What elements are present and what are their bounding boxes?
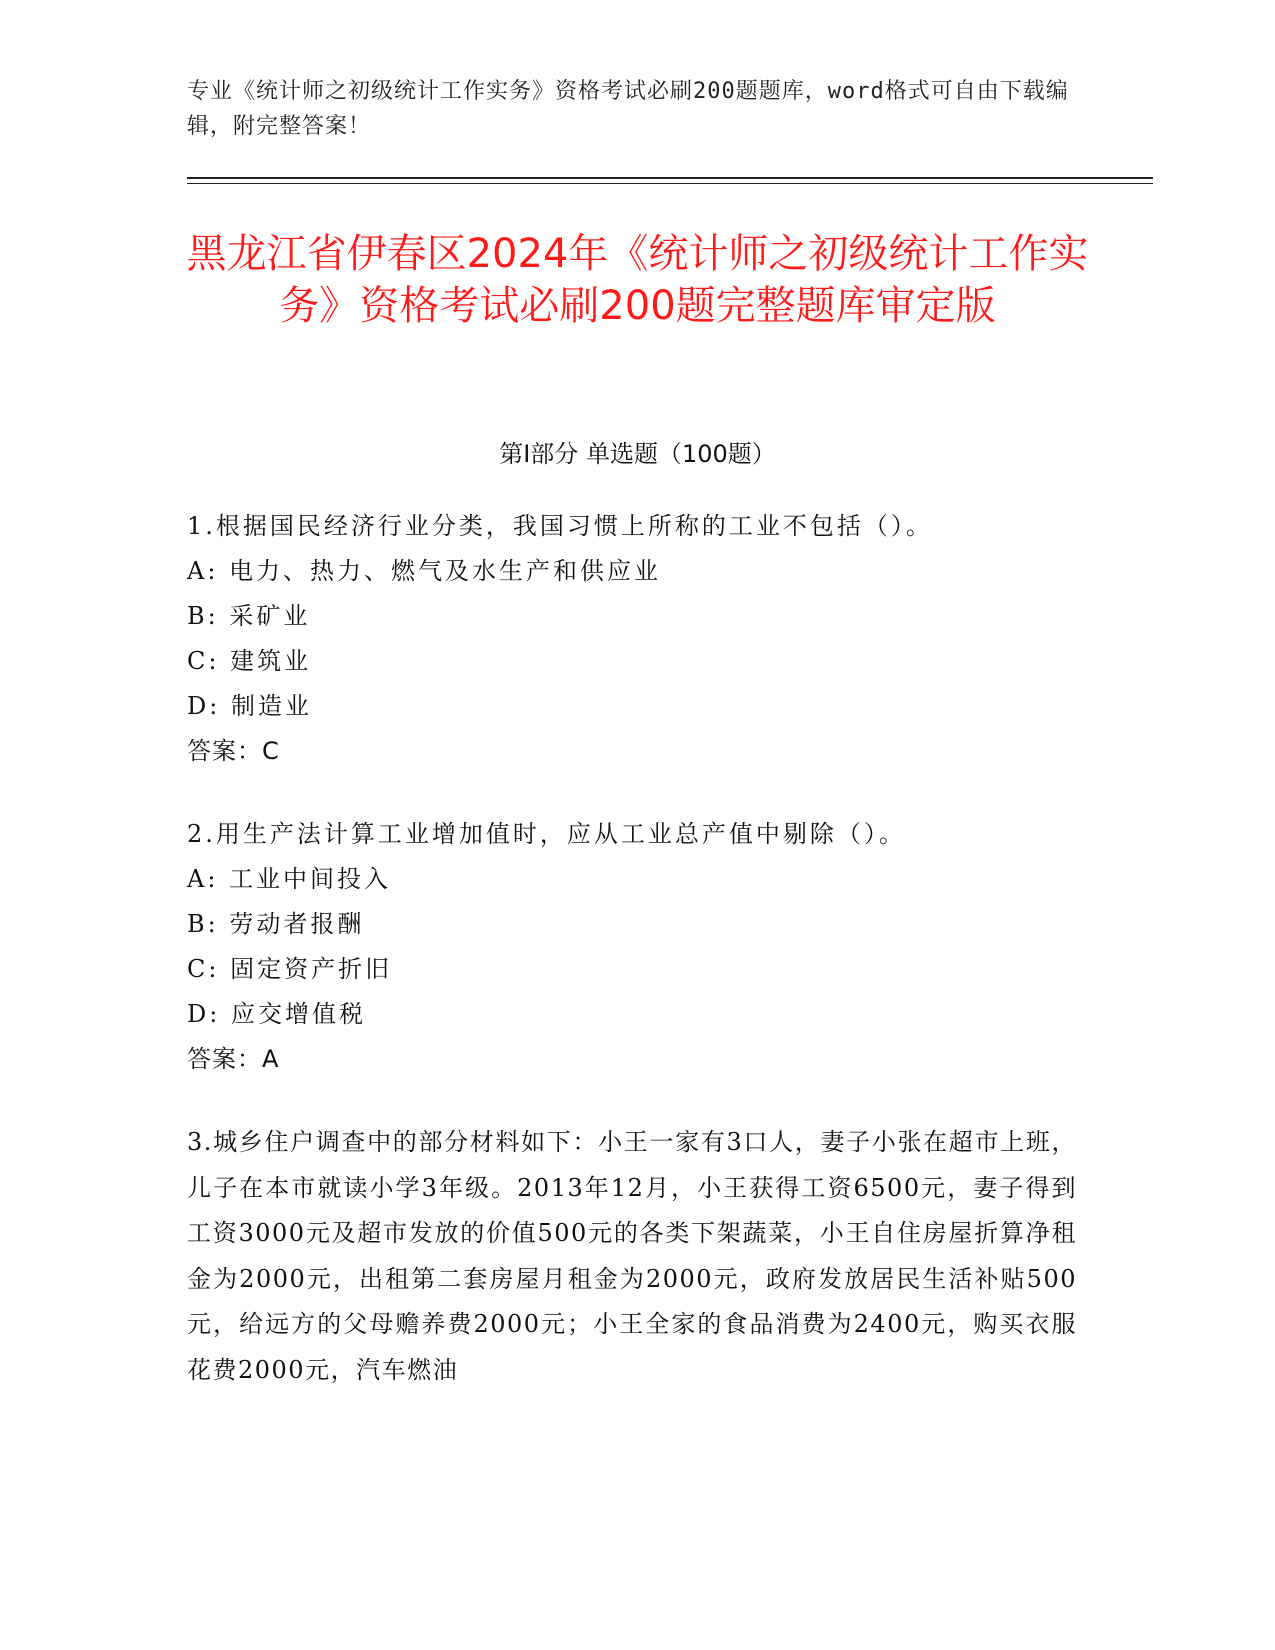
answer: 答案：C [187,737,280,765]
option-text: 固定资产折旧 [230,955,393,983]
option-a [187,857,1087,902]
question-stem: 1.根据国民经济行业分类，我国习惯上所称的工业不包括（）。 [187,512,933,540]
header-note: 专业《统计师之初级统计工作实务》资格考试必刷200题题库，word格式可自由下载编辑，附完整答案！ [187,79,1069,139]
option-label: D: [187,692,221,720]
option-c [187,639,1087,684]
section-heading: 第Ⅰ部分 单选题（100题） [499,440,776,468]
question-stem: 2.用生产法计算工业增加值时，应从工业总产值中剔除（）。 [187,820,906,848]
option-label: D: [187,1000,221,1028]
answer: 答案：A [187,1045,280,1073]
question-2 [187,812,1087,1082]
option-text: 劳动者报酬 [229,910,365,938]
option-text: 制造业 [230,692,312,720]
header-rule-thick [187,177,1153,179]
option-label: B: [187,602,219,630]
option-text: 采矿业 [229,602,311,630]
option-label: B: [187,910,219,938]
option-a [187,549,1087,594]
option-text: 工业中间投入 [229,865,392,893]
question-stem: 3.城乡住户调查中的部分材料如下：小王一家有3口人，妻子小张在超市上班，儿子在本市就读小学3年级。2013年12月，小王获得工资6500元，妻子得到工资3000元及超市发放的价值500元的各类下架蔬菜，小王自住房屋折算净租金为2000元，出租第二套房屋月租金为2000元，政府发放居民生活补贴500元，给远方的父母赡养费2000元；小王全家的食品消费为2400元，购买衣服花费2000元，汽车燃油 [187,1128,1077,1384]
option-text: 应交增值税 [230,1000,366,1028]
option-d [187,684,1087,729]
document-title: 黑龙江省伊春区2024年《统计师之初级统计工作实务》资格考试必刷200题完整题库审定版 [186,231,1089,329]
option-text: 电力、热力、燃气及水生产和供应业 [229,557,662,585]
header-rule-thin [187,183,1153,184]
option-label: A: [187,865,219,893]
option-label: A: [187,557,219,585]
option-label: C: [187,955,220,983]
option-d [187,992,1087,1037]
option-b [187,594,1087,639]
option-label: C: [187,647,220,675]
question-1 [187,504,1087,774]
option-text: 建筑业 [230,647,312,675]
option-b [187,902,1087,947]
option-c [187,947,1087,992]
question-3 [187,1120,1087,1393]
